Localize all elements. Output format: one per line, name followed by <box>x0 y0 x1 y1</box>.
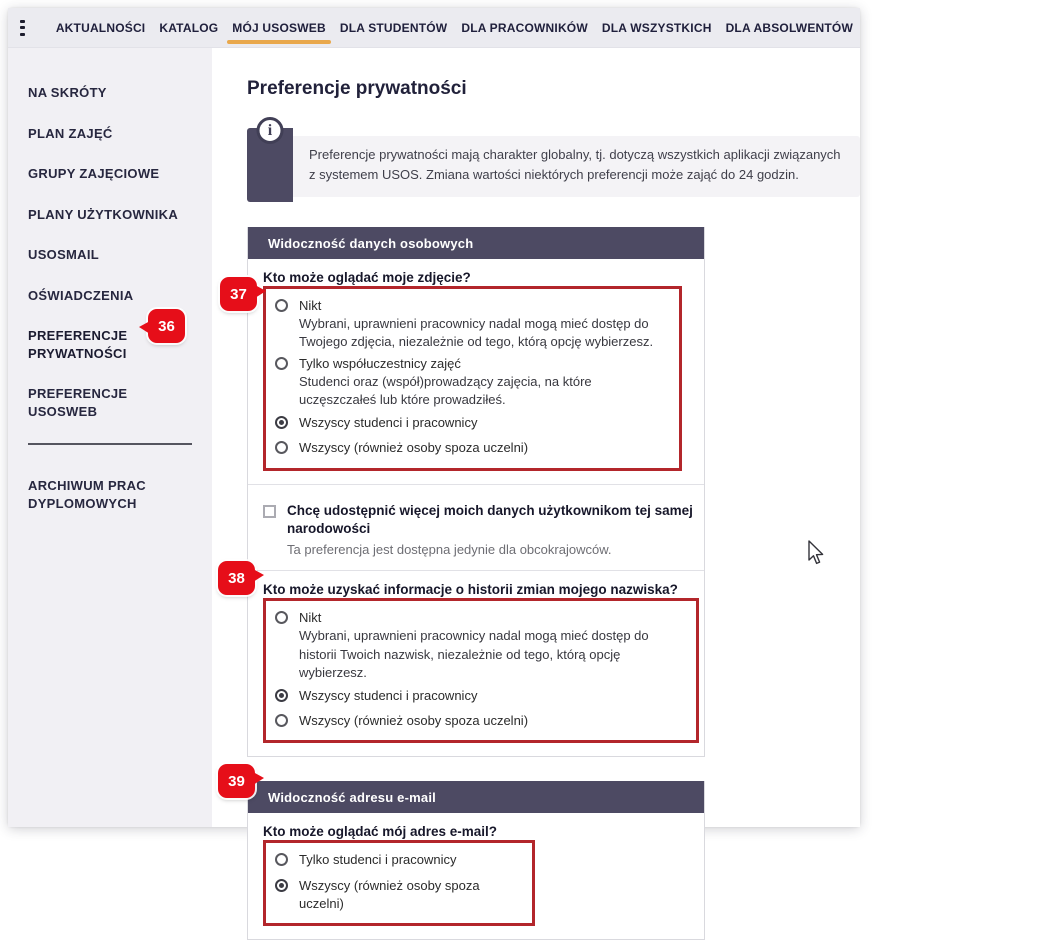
callout-badge-36: 36 <box>148 309 185 343</box>
radio-button-selected[interactable] <box>275 416 288 429</box>
sidebar-item-preferencje-prywatnosci[interactable]: PREFERENCJE PRYWATNOŚCI <box>28 328 128 361</box>
radio-option <box>275 355 670 410</box>
nav-item-dla-wszystkich[interactable]: DLA WSZYSTKICH <box>601 20 712 35</box>
radio-option <box>275 297 670 352</box>
section-email-header: Widoczność adresu e-mail <box>248 781 704 813</box>
main-content <box>212 48 860 911</box>
radio-description: Wybrani, uprawnieni pracownicy nadal mogą mieć dostęp do Twojego zdjęcia, niezależnie od tego, którą opcję wybierzesz. <box>299 316 654 350</box>
radio-label[interactable]: Wszyscy (również osoby spoza uczelni) <box>299 877 480 911</box>
checkbox[interactable] <box>263 505 276 518</box>
nav-item-dla-pracownikow[interactable]: DLA PRACOWNIKÓW <box>461 20 588 35</box>
radio-button[interactable] <box>275 357 288 370</box>
radio-button[interactable] <box>275 611 288 624</box>
callout-badge-38: 38 <box>218 561 255 595</box>
callout-badge-37: 37 <box>220 277 257 311</box>
radio-label[interactable]: Nikt <box>299 610 322 626</box>
sidebar-item-archiwum-prac[interactable]: ARCHIWUM PRAC DYPLOMOWYCH <box>28 478 146 512</box>
sidebar <box>8 48 212 827</box>
radio-button-selected[interactable] <box>275 879 288 892</box>
question-photo-visibility <box>248 259 704 484</box>
radio-option <box>275 414 670 432</box>
sidebar-item-usosmail[interactable]: USOSMAIL <box>28 247 100 263</box>
radio-label[interactable]: Wszyscy (również osoby spoza uczelni) <box>299 440 529 456</box>
nav-item-moj-usosweb[interactable]: MÓJ USOSWEB <box>225 8 333 47</box>
question-email-visibility <box>248 813 704 939</box>
radio-description: Wybrani, uprawnieni pracownicy nadal mogą mieć dostęp do historii Twoich nazwisk, niezależnie od tego, którą opcję wybierzesz. <box>299 628 649 680</box>
checkbox-description: Ta preferencja jest dostępna jedynie dla obcokrajowców. <box>287 542 612 558</box>
page-title: Preferencje prywatności <box>247 78 467 99</box>
callout-badge-39: 39 <box>218 764 255 798</box>
info-box <box>247 121 860 202</box>
radio-button-selected[interactable] <box>275 689 288 702</box>
nav-item-katalog[interactable]: KATALOG <box>159 20 219 35</box>
radio-button[interactable] <box>275 853 288 866</box>
sidebar-item-preferencje-usosweb[interactable]: PREFERENCJE USOSWEB <box>28 386 128 419</box>
radio-label[interactable]: Nikt <box>299 298 322 313</box>
info-box-text: Preferencje prywatności mają charakter globalny, tj. dotyczą wszystkich aplikacji związanych z systemem USOS. Zmiana wartości niektórych preferencji może zająć do 24 godzin. <box>293 136 860 197</box>
highlight-box-name-history-options <box>263 598 699 743</box>
radio-option <box>275 687 687 705</box>
sidebar-item-plan-zajec[interactable]: PLAN ZAJĘĆ <box>28 125 113 141</box>
radio-option <box>275 609 687 682</box>
radio-label[interactable]: Tylko współuczestnicy zajęć <box>299 355 461 371</box>
radio-button[interactable] <box>275 299 288 312</box>
highlight-box-photo-options <box>263 286 682 471</box>
nav-item-dla-studentow[interactable]: DLA STUDENTÓW <box>339 20 448 35</box>
top-navbar <box>8 8 860 48</box>
nav-item-aktualnosci[interactable]: AKTUALNOŚCI <box>55 20 146 35</box>
sidebar-item-grupy-zajeciowe[interactable]: GRUPY ZAJĘCIOWE <box>28 166 160 182</box>
usosweb-app-window <box>8 8 860 911</box>
sidebar-item-na-skroty[interactable]: NA SKRÓTY <box>28 85 107 100</box>
radio-description: Studenci oraz (współ)prowadzący zajęcia, na które uczęszczałeś lub które prowadziłeś. <box>299 373 592 407</box>
radio-button[interactable] <box>275 714 288 727</box>
info-box-accent <box>247 121 293 202</box>
info-icon: i <box>257 117 284 144</box>
radio-option <box>275 851 523 869</box>
section-personal-data <box>247 227 705 757</box>
nav-item-dla-absolwentow[interactable]: DLA ABSOLWENTÓW <box>725 20 853 35</box>
highlight-box-email-options <box>263 840 535 926</box>
radio-label[interactable]: Wszyscy (również osoby spoza uczelni) <box>299 713 529 729</box>
radio-option <box>275 712 687 730</box>
radio-option <box>275 877 523 913</box>
radio-label[interactable]: Wszyscy studenci i pracownicy <box>299 688 478 704</box>
mouse-cursor-arrow <box>806 540 826 567</box>
sidebar-item-oswiadczenia[interactable]: OŚWIADCZENIA <box>28 287 134 303</box>
question-email-title: Kto może oglądać mój adres e-mail? <box>263 824 498 840</box>
sidebar-item-plany-uzytkownika[interactable]: PLANY UŻYTKOWNIKA <box>28 206 179 222</box>
radio-label[interactable]: Wszyscy studenci i pracownicy <box>299 415 478 431</box>
preference-nationality-share <box>248 484 704 571</box>
section-email-visibility <box>247 781 705 940</box>
radio-option <box>275 439 670 457</box>
sidebar-divider <box>28 443 192 445</box>
hamburger-menu-icon[interactable] <box>20 20 25 36</box>
question-photo-title: Kto może oglądać moje zdjęcie? <box>263 270 471 285</box>
checkbox-label[interactable]: Chcę udostępnić więcej moich danych użytkownikom tej samej narodowości <box>287 502 693 537</box>
radio-label[interactable]: Tylko studenci i pracownicy <box>299 852 457 868</box>
question-name-history-title: Kto może uzyskać informacje o historii zmian mojego nazwiska? <box>263 582 678 598</box>
question-name-history-visibility <box>248 570 704 756</box>
section-personal-data-header: Widoczność danych osobowych <box>248 227 704 259</box>
radio-button[interactable] <box>275 441 288 454</box>
